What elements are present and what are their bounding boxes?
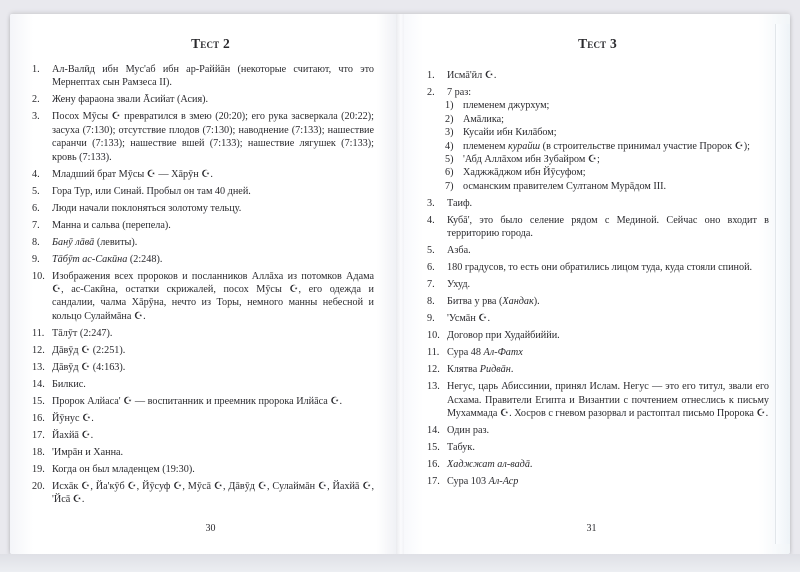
item-number: 4. — [427, 214, 435, 226]
item-text: Таиф. — [447, 197, 473, 209]
item-text: 'Имрāн и Ханна. — [52, 446, 124, 458]
item-number: 8. — [32, 236, 40, 248]
item-text: Дāвӯд ☪ (2:251). — [52, 344, 126, 356]
list-item — [32, 63, 374, 90]
item-number: 1. — [427, 70, 435, 81]
item-number: 15. — [32, 395, 45, 407]
page-title: Тест 2 — [191, 36, 230, 51]
item-text-italic: Тāбӯт ас-Сакӣна — [52, 253, 128, 265]
page-number: 31 — [586, 523, 597, 534]
sub-item-text: (в строительстве принимал участие Пророк ☪); — [540, 140, 750, 152]
item-text: Пророк Алйаса' ☪ — воспитанник и преемник пророка Илйāса ☪. — [52, 395, 343, 407]
list-item — [427, 86, 769, 193]
list-item — [32, 429, 374, 442]
item-number: 13. — [32, 361, 45, 373]
item-text: Гора Тур, или Синай. Пробыл он там 40 дней. — [52, 185, 251, 197]
list-item — [32, 168, 374, 181]
item-number: 1. — [32, 64, 40, 75]
sub-item-number: 5) — [445, 154, 454, 166]
item-text: 7 раз: — [447, 87, 472, 98]
item-text-pre: Сура 103 — [447, 476, 489, 488]
item-number: 7. — [32, 219, 40, 231]
list-item — [32, 202, 374, 215]
list-item — [32, 480, 374, 507]
list-item — [427, 346, 769, 359]
item-number: 4. — [32, 168, 40, 180]
sub-item-number: 2) — [445, 113, 454, 125]
item-text: . — [529, 459, 533, 471]
item-number: 12. — [32, 344, 45, 356]
item-number: 11. — [32, 327, 45, 339]
item-text: Исхāк ☪, Йа'кӯб ☪, Йӯсуф ☪, Мӯсā ☪, Дāвӯд ☪, Сулаймāн ☪, Йахйā ☪, 'Йсā ☪. — [52, 480, 374, 506]
item-text: Кубā', это было селение рядом с Мединой. Сейчас оно входит в территорию города. — [447, 214, 769, 240]
answer-list — [32, 63, 374, 510]
item-number: 6. — [32, 202, 40, 214]
item-number: 5. — [427, 245, 435, 257]
item-text: Люди начали поклоняться золотому тельцу. — [52, 202, 242, 214]
sub-item-text: Хаджжāджом ибн Йӯсуфом; — [463, 167, 586, 179]
answer-list — [427, 69, 769, 492]
item-text-pre: Битва у рва ( — [447, 296, 503, 308]
list-item — [32, 412, 374, 425]
list-item — [32, 253, 374, 266]
item-text: Изображения всех пророков и посланников Аллāха из потомков Адама ☪, ас-Сакӣна, остатки скрижалей, посох Мӯсы ☪, его одежда и сандалии, чалма Хāрӯна, нечто из Торы, немного манны небесной и кольцо Сулаймāна ☪. — [52, 270, 374, 322]
item-text: Ал-Валӣд ибн Муc'аб ибн ар-Раййāн (некоторые считают, что это Мернептах сын Рамзеса II). — [52, 64, 374, 89]
list-item — [427, 244, 769, 257]
item-text: ). — [533, 296, 540, 308]
item-text: Билкис. — [52, 378, 86, 390]
book-spread — [10, 14, 790, 554]
item-text: Тāлӯт (2:247). — [52, 327, 113, 339]
book-gutter — [396, 14, 404, 554]
item-text: Жену фараона звали Āсийат (Асия). — [52, 94, 209, 106]
item-text-italic: Ридвāн — [479, 364, 511, 376]
sub-item-number: 1) — [445, 100, 454, 112]
item-text: (2:248). — [127, 253, 163, 265]
right-page — [405, 14, 790, 554]
sub-item-text: 'Абд Аллāхом ибн Зубайром ☪; — [463, 154, 600, 166]
item-text: Дāвӯд ☪ (4:163). — [52, 361, 126, 373]
list-item — [427, 295, 769, 308]
item-number: 16. — [32, 412, 45, 424]
sub-list-item — [445, 166, 769, 179]
item-text-pre: Сура 48 — [447, 347, 484, 359]
sub-item-text-pre: племенем — [463, 140, 508, 152]
item-number: 9. — [32, 253, 40, 265]
item-text: Табук. — [447, 442, 475, 454]
item-number: 3. — [32, 111, 40, 123]
list-item — [32, 446, 374, 459]
item-number: 14. — [32, 378, 45, 390]
item-text-italic: Ал-Аср — [488, 476, 519, 488]
sub-item-text-italic: курайш — [508, 140, 541, 152]
sub-list-item — [445, 140, 769, 153]
item-text: Исмā'ӣл ☪. — [447, 70, 497, 81]
item-text: Договор при Худайбиййи. — [447, 330, 560, 342]
list-item — [32, 219, 374, 232]
item-number: 2. — [427, 87, 435, 98]
sub-item-number: 7) — [445, 180, 454, 192]
item-text: Младший брат Мӯсы ☪ — Хāрӯн ☪. — [52, 168, 213, 180]
item-text: Ухуд. — [447, 279, 471, 291]
item-number: 2. — [32, 94, 40, 106]
sub-item-number: 6) — [445, 167, 454, 179]
list-item — [427, 261, 769, 274]
list-item — [427, 329, 769, 342]
sub-item-number: 3) — [445, 127, 454, 139]
list-item — [427, 69, 769, 82]
item-text: Посох Мӯсы ☪ превратился в змею (20:20); его рука засверкала (20:22); засуха (7:130); отсутствие плодов (7:130); наводнение (7:133); нашествие саранчи (7:133); нашествие вшей (7:133); нашествие лягушек (7:133); кровь (7:133). — [52, 111, 374, 163]
list-item — [32, 327, 374, 340]
list-item — [32, 236, 374, 249]
list-item — [32, 463, 374, 476]
page-number: 30 — [205, 523, 216, 534]
item-text-pre: Клятва — [447, 364, 480, 376]
item-text: . — [510, 364, 514, 376]
sub-item-text: османским правителем Султаном Мурāдом III. — [463, 180, 667, 192]
sub-list-item — [445, 180, 769, 193]
item-text-italic: Банӯ лāвā — [52, 236, 95, 248]
item-number: 6. — [427, 262, 435, 274]
list-item — [427, 441, 769, 454]
item-text: Негус, царь Абиссинии, принял Ислам. Негус — это его титул, звали его Асхама. Правители Египта и Византии с почтением отнеслись к письму Мухаммада ☪. Хосров с гневом разорвал и растоптал письмо Пророка ☪. — [447, 381, 769, 420]
item-text: Манна и сальва (перепела). — [52, 219, 171, 231]
item-number: 3. — [427, 197, 435, 209]
list-item — [427, 475, 769, 488]
item-number: 15. — [427, 442, 440, 454]
list-item — [427, 197, 769, 210]
item-text-italic: Хандак — [502, 296, 534, 308]
list-item — [427, 278, 769, 291]
sub-list-item — [445, 153, 769, 166]
item-text: Азба. — [447, 245, 471, 257]
table-surface — [0, 554, 800, 572]
item-number: 12. — [427, 364, 440, 376]
list-item — [427, 380, 769, 420]
item-number: 18. — [32, 446, 45, 458]
page-title: Тест 3 — [578, 36, 617, 51]
item-number: 7. — [427, 279, 435, 291]
list-item — [427, 312, 769, 325]
list-item — [32, 344, 374, 357]
item-number: 17. — [427, 476, 440, 488]
item-number: 16. — [427, 459, 440, 471]
item-number: 14. — [427, 425, 440, 437]
item-text-italic: Хаджжат ал-вадā — [447, 459, 530, 471]
item-number: 10. — [427, 330, 440, 342]
item-number: 5. — [32, 185, 40, 197]
item-text: 'Усмāн ☪. — [447, 313, 490, 325]
item-text: 180 градусов, то есть они обратились лицом туда, куда стояли спиной. — [447, 262, 753, 274]
item-number: 8. — [427, 296, 435, 308]
sub-item-text: Амāлика; — [463, 113, 505, 125]
sub-item-text: Кусайи ибн Килāбом; — [463, 127, 557, 139]
list-item — [427, 214, 769, 241]
list-item — [427, 458, 769, 471]
sub-list-item — [445, 99, 769, 112]
list-item — [32, 378, 374, 391]
list-item — [32, 270, 374, 324]
item-text: (левиты). — [94, 236, 138, 248]
list-item — [32, 93, 374, 106]
item-text: Один раз. — [447, 425, 490, 437]
list-item — [427, 363, 769, 376]
item-number: 20. — [32, 480, 45, 492]
sub-list-item — [445, 113, 769, 126]
item-number: 19. — [32, 463, 45, 475]
item-number: 17. — [32, 429, 45, 441]
list-item — [32, 110, 374, 164]
item-text: Йахйā ☪. — [52, 429, 94, 441]
item-number: 13. — [427, 381, 440, 393]
sub-list — [447, 99, 769, 193]
list-item — [32, 395, 374, 408]
list-item — [32, 361, 374, 374]
item-text: Йӯнус ☪. — [52, 412, 94, 424]
item-number: 10. — [32, 270, 45, 282]
sub-list-item — [445, 126, 769, 139]
left-page — [10, 14, 395, 554]
sub-item-text: племенем джурхум; — [463, 100, 550, 112]
item-text-italic: Ал-Фатх — [483, 347, 523, 359]
sub-item-number: 4) — [445, 140, 454, 152]
list-item — [427, 424, 769, 437]
item-number: 11. — [427, 347, 440, 359]
list-item — [32, 185, 374, 198]
item-number: 9. — [427, 313, 435, 325]
item-text: Когда он был младенцем (19:30). — [52, 463, 195, 475]
